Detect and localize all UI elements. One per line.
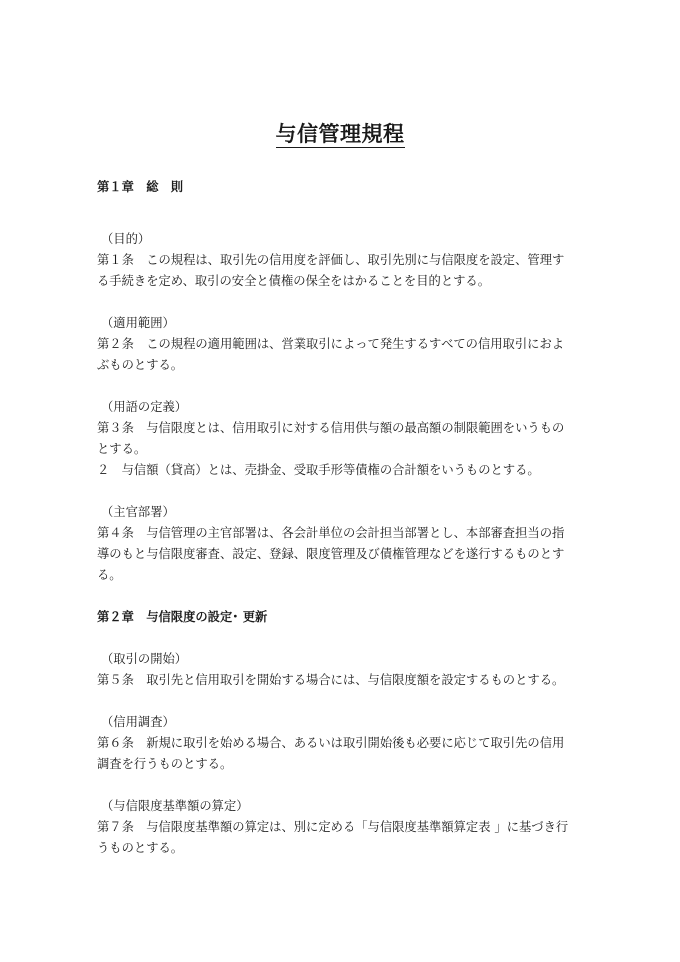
article-2-line-1: 第２条 この規程の適用範囲は、営業取引によって発生するすべての信用取引におよ bbox=[97, 337, 565, 351]
chapter-1-heading: 第１章 総 則 bbox=[97, 180, 184, 194]
article-5-caption: （取引の開始） bbox=[101, 652, 188, 666]
article-2-caption: （適用範囲） bbox=[101, 316, 175, 330]
article-6-line-1: 第６条 新規に取引を始める場合、あるいは取引開始後も必要に応じて取引先の信用 bbox=[97, 736, 565, 750]
document-body bbox=[97, 177, 597, 859]
article-3-caption: （用語の定義） bbox=[101, 400, 188, 414]
article-6-caption: （信用調査） bbox=[101, 715, 175, 729]
chapter-2-heading: 第２章 与信限度の設定･ 更新 bbox=[97, 610, 268, 624]
article-6-line-2: 調査を行うものとする。 bbox=[97, 757, 233, 771]
article-7-line-2: うものとする。 bbox=[97, 841, 184, 855]
article-4-line-3: る。 bbox=[97, 568, 122, 582]
article-4-line-2: 導のもと与信限度審査、設定、登録、限度管理及び債権管理などを遂行するものとす bbox=[97, 547, 565, 561]
article-1-line-1: 第１条 この規程は、取引先の信用度を評価し、取引先別に与信限度を設定、管理す bbox=[97, 253, 565, 267]
article-7-line-1: 第７条 与信限度基準額の算定は、別に定める「与信限度基準額算定表 」に基づき行 bbox=[97, 820, 569, 834]
article-5-line-1: 第５条 取引先と信用取引を開始する場合には、与信限度額を設定するものとする。 bbox=[97, 673, 565, 687]
document-title bbox=[0, 118, 680, 148]
article-3-line-1: 第３条 与信限度とは、信用取引に対する信用供与額の最高額の制限範囲をいうもの bbox=[97, 421, 565, 435]
article-3-line-2: とする。 bbox=[97, 442, 147, 456]
article-4-line-1: 第４条 与信管理の主官部署は、各会計単位の会計担当部署とし、本部審査担当の指 bbox=[97, 526, 565, 540]
article-1-line-2: る手続きを定め、取引の安全と債権の保全をはかることを目的とする。 bbox=[97, 274, 491, 288]
document-title-text: 与信管理規程 bbox=[275, 122, 405, 146]
article-3-paragraph-2: ２ 与信額（貸高）とは、売掛金、受取手形等債権の合計額をいうものとする。 bbox=[97, 463, 540, 477]
article-7-caption: （与信限度基準額の算定） bbox=[101, 799, 249, 813]
article-2-line-2: ぶものとする。 bbox=[97, 358, 184, 372]
article-4-caption: （主官部署） bbox=[101, 505, 175, 519]
article-1-caption: （目的） bbox=[101, 232, 151, 246]
